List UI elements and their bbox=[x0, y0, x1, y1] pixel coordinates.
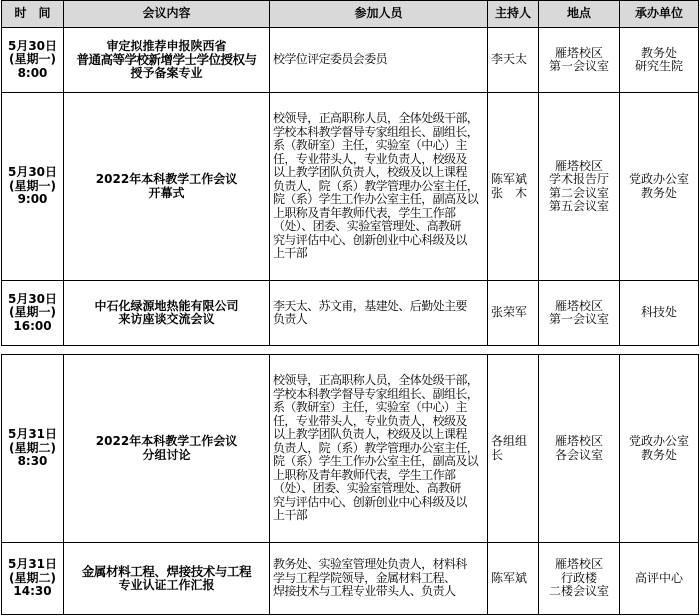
schedule-table-part-2 bbox=[1, 354, 699, 615]
meeting-attendees: 校学位评定委员会委员 bbox=[270, 28, 488, 93]
meeting-organizer: 科技处 bbox=[620, 281, 699, 346]
meeting-organizer: 党政办公室 教务处 bbox=[620, 355, 699, 543]
table-row bbox=[2, 28, 699, 93]
meeting-host: 陈军斌 bbox=[488, 543, 539, 615]
header-organizer: 承办单位 bbox=[620, 1, 699, 28]
meeting-time: 5月31日 (星期二) 14:30 bbox=[2, 543, 64, 615]
header-topic: 会议内容 bbox=[64, 1, 270, 28]
meeting-time: 5月30日 (星期一) 16:00 bbox=[2, 281, 64, 346]
meeting-host: 各组组 长 bbox=[488, 355, 539, 543]
meeting-location: 雁塔校区 行政楼 二楼会议室 bbox=[539, 543, 620, 615]
meeting-host: 李天太 bbox=[488, 28, 539, 93]
table-row bbox=[2, 355, 699, 543]
meeting-host: 张荣军 bbox=[488, 281, 539, 346]
meeting-organizer: 党政办公室 教务处 bbox=[620, 93, 699, 281]
meeting-host: 陈军斌 张 木 bbox=[488, 93, 539, 281]
table-row bbox=[2, 281, 699, 346]
meeting-topic: 金属材料工程、焊接技术与工程 专业认证工作汇报 bbox=[64, 543, 270, 615]
meeting-time: 5月31日 (星期二) 8:30 bbox=[2, 355, 64, 543]
header-time: 时 间 bbox=[2, 1, 64, 28]
meeting-organizer: 教务处 研究生院 bbox=[620, 28, 699, 93]
meeting-location: 雁塔校区 第一会议室 bbox=[539, 28, 620, 93]
table-row bbox=[2, 93, 699, 281]
meeting-attendees: 校领导，正高职称人员，全体处级干部， 学校本科教学督导专家组组长、副组长， 系（教研室）主任，实验室（中心）主 任，专业带头人，专业负责人，校级及 以上教学团队负责人，校级及以上课程 负责人，院（系）教学管理办公室主任， 院（系）学生工作办公室主任，副高及以 上职称及青年教师代表，学生工作部 （处）、团委、实验室管理处、高教研 究与评估中心、创新创业中心科级及以 上干部 bbox=[270, 93, 488, 281]
meeting-attendees: 校领导，正高职称人员，全体处级干部， 学校本科教学督导专家组组长、副组长， 系（教研室）主任，实验室（中心）主 任，专业带头人，专业负责人，校级及 以上教学团队负责人，校级及以上课程 负责人，院（系）教学管理办公室主任， 院（系）学生工作办公室主任，副高及以 上职称及青年教师代表，学生工作部 （处）、团委、实验室管理处、高教研 究与评估中心、创新创业中心科级及以 上干部 bbox=[270, 355, 488, 543]
meeting-location: 雁塔校区 各会议室 bbox=[539, 355, 620, 543]
meeting-time: 5月30日 (星期一) 8:00 bbox=[2, 28, 64, 93]
meeting-attendees: 教务处、实验室管理处负责人，材料科 学与工程学院领导，金属材料工程、 焊接技术与工程专业带头人、负责人 bbox=[270, 543, 488, 615]
meeting-location: 雁塔校区 学术报告厅 第二会议室 第五会议室 bbox=[539, 93, 620, 281]
meeting-topic: 中石化绿源地热能有限公司 来访座谈交流会议 bbox=[64, 281, 270, 346]
table-row bbox=[2, 543, 699, 615]
meeting-topic: 2022年本科教学工作会议 开幕式 bbox=[64, 93, 270, 281]
page-break-gap bbox=[0, 347, 700, 354]
header-location: 地点 bbox=[539, 1, 620, 28]
meeting-topic: 审定拟推荐申报陕西省 普通高等学校新增学士学位授权与 授予备案专业 bbox=[64, 28, 270, 93]
meeting-organizer: 高评中心 bbox=[620, 543, 699, 615]
meeting-location: 雁塔校区 第一会议室 bbox=[539, 281, 620, 346]
meeting-topic: 2022年本科教学工作会议 分组讨论 bbox=[64, 355, 270, 543]
meeting-attendees: 李天太、苏文甫，基建处、后勤处主要 负责人 bbox=[270, 281, 488, 346]
schedule-table-part-1 bbox=[1, 0, 699, 346]
meeting-time: 5月30日 (星期一) 9:00 bbox=[2, 93, 64, 281]
header-host: 主持人 bbox=[488, 1, 539, 28]
header-attendees: 参加人员 bbox=[270, 1, 488, 28]
table-header-row bbox=[2, 1, 699, 28]
